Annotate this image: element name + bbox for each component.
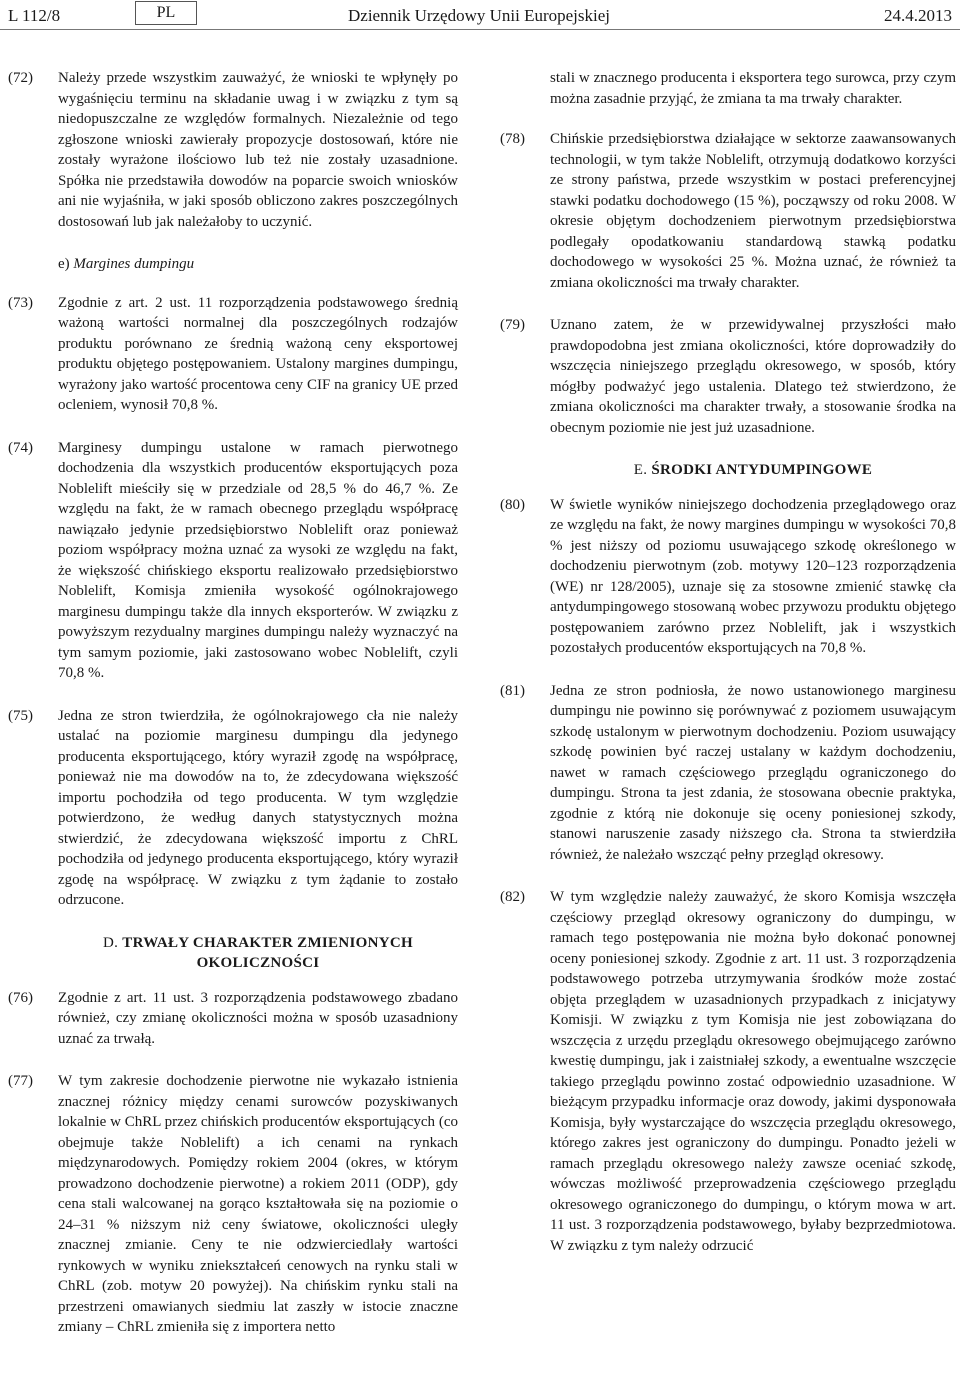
recital-text: W świetle wyników niniejszego dochodzenia przeglądowego oraz ze względu na fakt, że nowy margines dumpingu w wysokości 70,8 % jest niższy od poziomu usuwającego szkodę określonego w dochodzeniu pierwotnym (zob. motywy 120–123 rozporządzenia (WE) nr 128/2005), uznaje się za stosowne zmienić stawkę cła antydumpingowego stosowaną wobec przywozu produktu objętego postępowaniem zarówno przez Noblelift, jak i wszystkich pozostałych producentów eksportujących na 70,8 %.	[550, 496, 956, 656]
recital-number: (75)	[8, 707, 33, 724]
recital-text: Należy przede wszystkim zauważyć, że wnioski te wpłynęły po wygaśnięciu terminu na składanie uwag i w związku z tym są niedopuszczalne ze względów formalnych. Niezależnie od tego zgłoszone wnioski zawierały propozycje dostosowań, które nie zostały wyrażone ilościowo lub też nie zostały uzasadnione. Spółka nie przedstawiła dowodów na poparcie swoich wniosków ani nie wyjaśniła, w jaki sposób obliczono zakres poszczególnych dostosowań lub jak należałoby to uczynić.	[58, 70, 458, 230]
recital-text: Zgodnie z art. 11 ust. 3 rozporządzenia podstawowego zbadano również, czy zmianę okoliczności można w sposób uzasadniony uznać za trwałą.	[58, 989, 458, 1047]
recital-82	[500, 887, 956, 1256]
recital-74	[8, 438, 458, 684]
subheading-label: e)	[58, 256, 70, 272]
recital-number: (82)	[500, 889, 525, 905]
recital-number: (77)	[8, 1073, 33, 1089]
recital-text: Jedna ze stron podniosła, że nowo ustanowionego marginesu dumpingu nie powinno się porównywać z poziomem usuwającym szkodę ustalonym w pierwotnym dochodzeniu. Poziom usuwający szkodę powinien być raczej ustalany w każdym dochodzeniu, nawet w ramach częściowego przeglądu ograniczonego do dumpingu. Strona ta jest zdania, że stosowana obecnie praktyka, zgodnie z którą nie dokonuje się oceny poniesionej szkody, stanowi naruszenie zasady niższego cła. Strona ta stwierdziła również, że należało wszcząć pełny przegląd okresowy.	[550, 682, 956, 863]
recital-number: (72)	[8, 70, 33, 86]
recital-77	[8, 1071, 458, 1338]
recital-text: Zgodnie z art. 2 ust. 11 rozporządzenia podstawowego średnią ważoną wartości normalnej dla poszczególnych rodzajów produktu porównano ze średnią ważoną ceny eksportowej produktu objętego postępowaniem. Ustalony margines dumpingu, wyrażony jako wartość procentowa ceny CIF na granicy UE przed ocleniem, wynosił 70,8 %.	[58, 294, 458, 413]
language-code-box: PL	[135, 1, 197, 25]
recital-text: Uznano zatem, że w przewidywalnej przyszłości mało prawdopodobna jest zmiana okoliczności, które doprowadziły do wszczęcia niniejszego przeglądu okresowego, w sposób, który mógłby podważyć jego ustalenia. Dlatego też stwierdzono, że zmiana okoliczności ma charakter trwały, a stosowanie środka na obecnym poziomie nie jest już uzasadnione.	[550, 317, 956, 436]
section-label: D.	[103, 934, 119, 951]
section-title: TRWAŁY CHARAKTER ZMIENIONYCH OKOLICZNOŚCI	[122, 934, 413, 971]
recital-text: stali w znacznego producenta i eksportera tego surowca, przy czym można zasadnie przyjąć, że zmiana ta ma trwały charakter.	[550, 70, 956, 107]
page-reference: L 112/8	[8, 6, 61, 25]
recital-78	[500, 129, 956, 293]
recital-73	[8, 293, 458, 416]
recital-number: (73)	[8, 294, 33, 311]
recital-number: (74)	[8, 439, 33, 456]
section-heading-e	[500, 460, 956, 481]
left-column	[8, 68, 458, 1360]
recital-77-continued	[500, 68, 956, 109]
recital-number: (79)	[500, 317, 525, 333]
header-rule	[0, 29, 960, 30]
publication-date: 24.4.2013	[884, 6, 952, 25]
journal-title: Dziennik Urzędowy Unii Europejskiej	[348, 6, 611, 25]
recital-text: Chińskie przedsiębiorstwa działające w sektorze zaawansowanych technologii, w tym także Noblelift, otrzymują dodatkowo korzyści ze strony państwa, przede wszystkim w postaci preferencyjnej stawki podatku dochodowego (15 %), począwszy od roku 2008. W okresie objętym dochodzeniem pierwotnym przedsiębiorstwa podlegały opodatkowaniu standardową stawką podatku dochodowego w wysokości 25 %. Można uznać, że również ta zmiana okoliczności ma trwały charakter.	[550, 131, 956, 291]
recital-number: (78)	[500, 131, 525, 147]
section-title: ŚRODKI ANTYDUMPINGOWE	[651, 462, 873, 478]
recital-80	[500, 495, 956, 659]
subheading-title: Margines dumpingu	[73, 256, 195, 272]
recital-76	[8, 988, 458, 1050]
recital-75	[8, 706, 458, 911]
recital-72	[8, 68, 458, 232]
recital-number: (81)	[500, 682, 525, 699]
recital-number: (76)	[8, 989, 33, 1006]
recital-79	[500, 315, 956, 438]
recital-text: Jedna ze stron twierdziła, że ogólnokrajowego cła nie należy ustalać na poziomie marginesu dumpingu dla jedynego producenta eksportującego, który wyraził zgodę na współpracę, ponieważ nie ma dowodów na to, że zdecydowana większość importu pochodziła od tego producenta. W tym względzie potwierdzono, że według danych statystycznych można stwierdzić, że zdecydowana większość importu z ChRL pochodziła od jedynego producenta eksportującego, który wyraził zgodę na współpracę. W związku z tym żądanie to zostało odrzucone.	[58, 707, 458, 908]
recital-81	[500, 681, 956, 866]
section-label: E.	[633, 462, 648, 478]
page-header	[0, 0, 960, 30]
recital-text: W tym względzie należy zauważyć, że skoro Komisja wszczęła częściowy przegląd okresowy ograniczony do dumpingu, w ramach tego postępowania nie można było dokonać ponownej oceny poniesionej szkody. Zgodnie z art. 11 ust. 3 rozporządzenia podstawowego potrzeba utrzymywania środków może zostać objęta przeglądem w uzasadnionych przypadkach z inicjatywy Komisji. W związku z tym Komisja nie jest zobowiązana do wszczęcia z urzędu przeglądu okresowego obejmującego zarówno kwestię dumpingu, jak i zaistniałej szkody, a ewentualne wszczęcie takiego przeglądu powinno zostać odpowiednio uzasadnione. W bieżącym przypadku informacje oraz dowody, jakimi dysponowała Komisja, były wystarczające do wszczęcia przeglądu okresowego, którego zakres jest ograniczony do dumpingu. Ponadto jeżeli w ramach przeglądu okresowego należy zawsze oceniać szkodę, wówczas możliwość przeprowadzenia częściowego przeglądu okresowego ograniczonego do dumpingu, o którym mowa w art. 11 ust. 3 rozporządzenia podstawowego, byłaby bezprzedmiotowa. W związku z tym należy odrzucić	[550, 889, 956, 1254]
recital-text: Marginesy dumpingu ustalone w ramach pierwotnego dochodzenia dla wszystkich producentów eksportujących poza Noblelift mieściły się w przedziale od 28,5 % do 46,7 %. Ze względu na fakt, że w ramach obecnego przeglądu współpracę nawiązało jedynie przedsiębiorstwo Noblelift oraz ponieważ poziom współpracy można uznać za wysoki ze względu na fakt, że większość chińskiego eksportu realizowało przedsiębiorstwo Noblelift, Komisja zmieniła wysokość ogólnokrajowego marginesu dumpingu także dla innych eksporterów. W związku z powyższym rezydualny margines dumpingu należy wyznaczyć na tym samym poziomie, jaki zastosowano wobec Noblelift, czyli 70,8 %.	[58, 439, 458, 681]
subheading-dumping-margin	[8, 254, 458, 275]
right-column	[500, 68, 956, 1278]
recital-text: W tym zakresie dochodzenie pierwotne nie wykazało istnienia znacznej różnicy między cenami surowców pozyskiwanych lokalnie w ChRL przez chińskich producentów eksportujących (co obejmuje także Noblelift) a ich cenami na rynkach międzynarodowych. Pomiędzy rokiem 2004 (okres, w którym prowadzono dochodzenie pierwotne) a rokiem 2011 (ODP), gdy cena stali walcowanej na gorąco kształtowała się na poziomie o 24–31 % niższym niż ceny światowe, okoliczności uległy znacznej zmianie. Ceny te nie odzwierciedlały wartości rynkowych w wyniku zniekształceń cenowych na rynku stali w ChRL (zob. motyw 20 powyżej). Na chińskim rynku stali na przestrzeni omawianych siedmiu lat zaszły w istocie znaczne zmiany – ChRL zmieniła się z importera netto	[58, 1073, 458, 1335]
recital-number: (80)	[500, 496, 525, 513]
section-heading-d	[8, 933, 458, 974]
